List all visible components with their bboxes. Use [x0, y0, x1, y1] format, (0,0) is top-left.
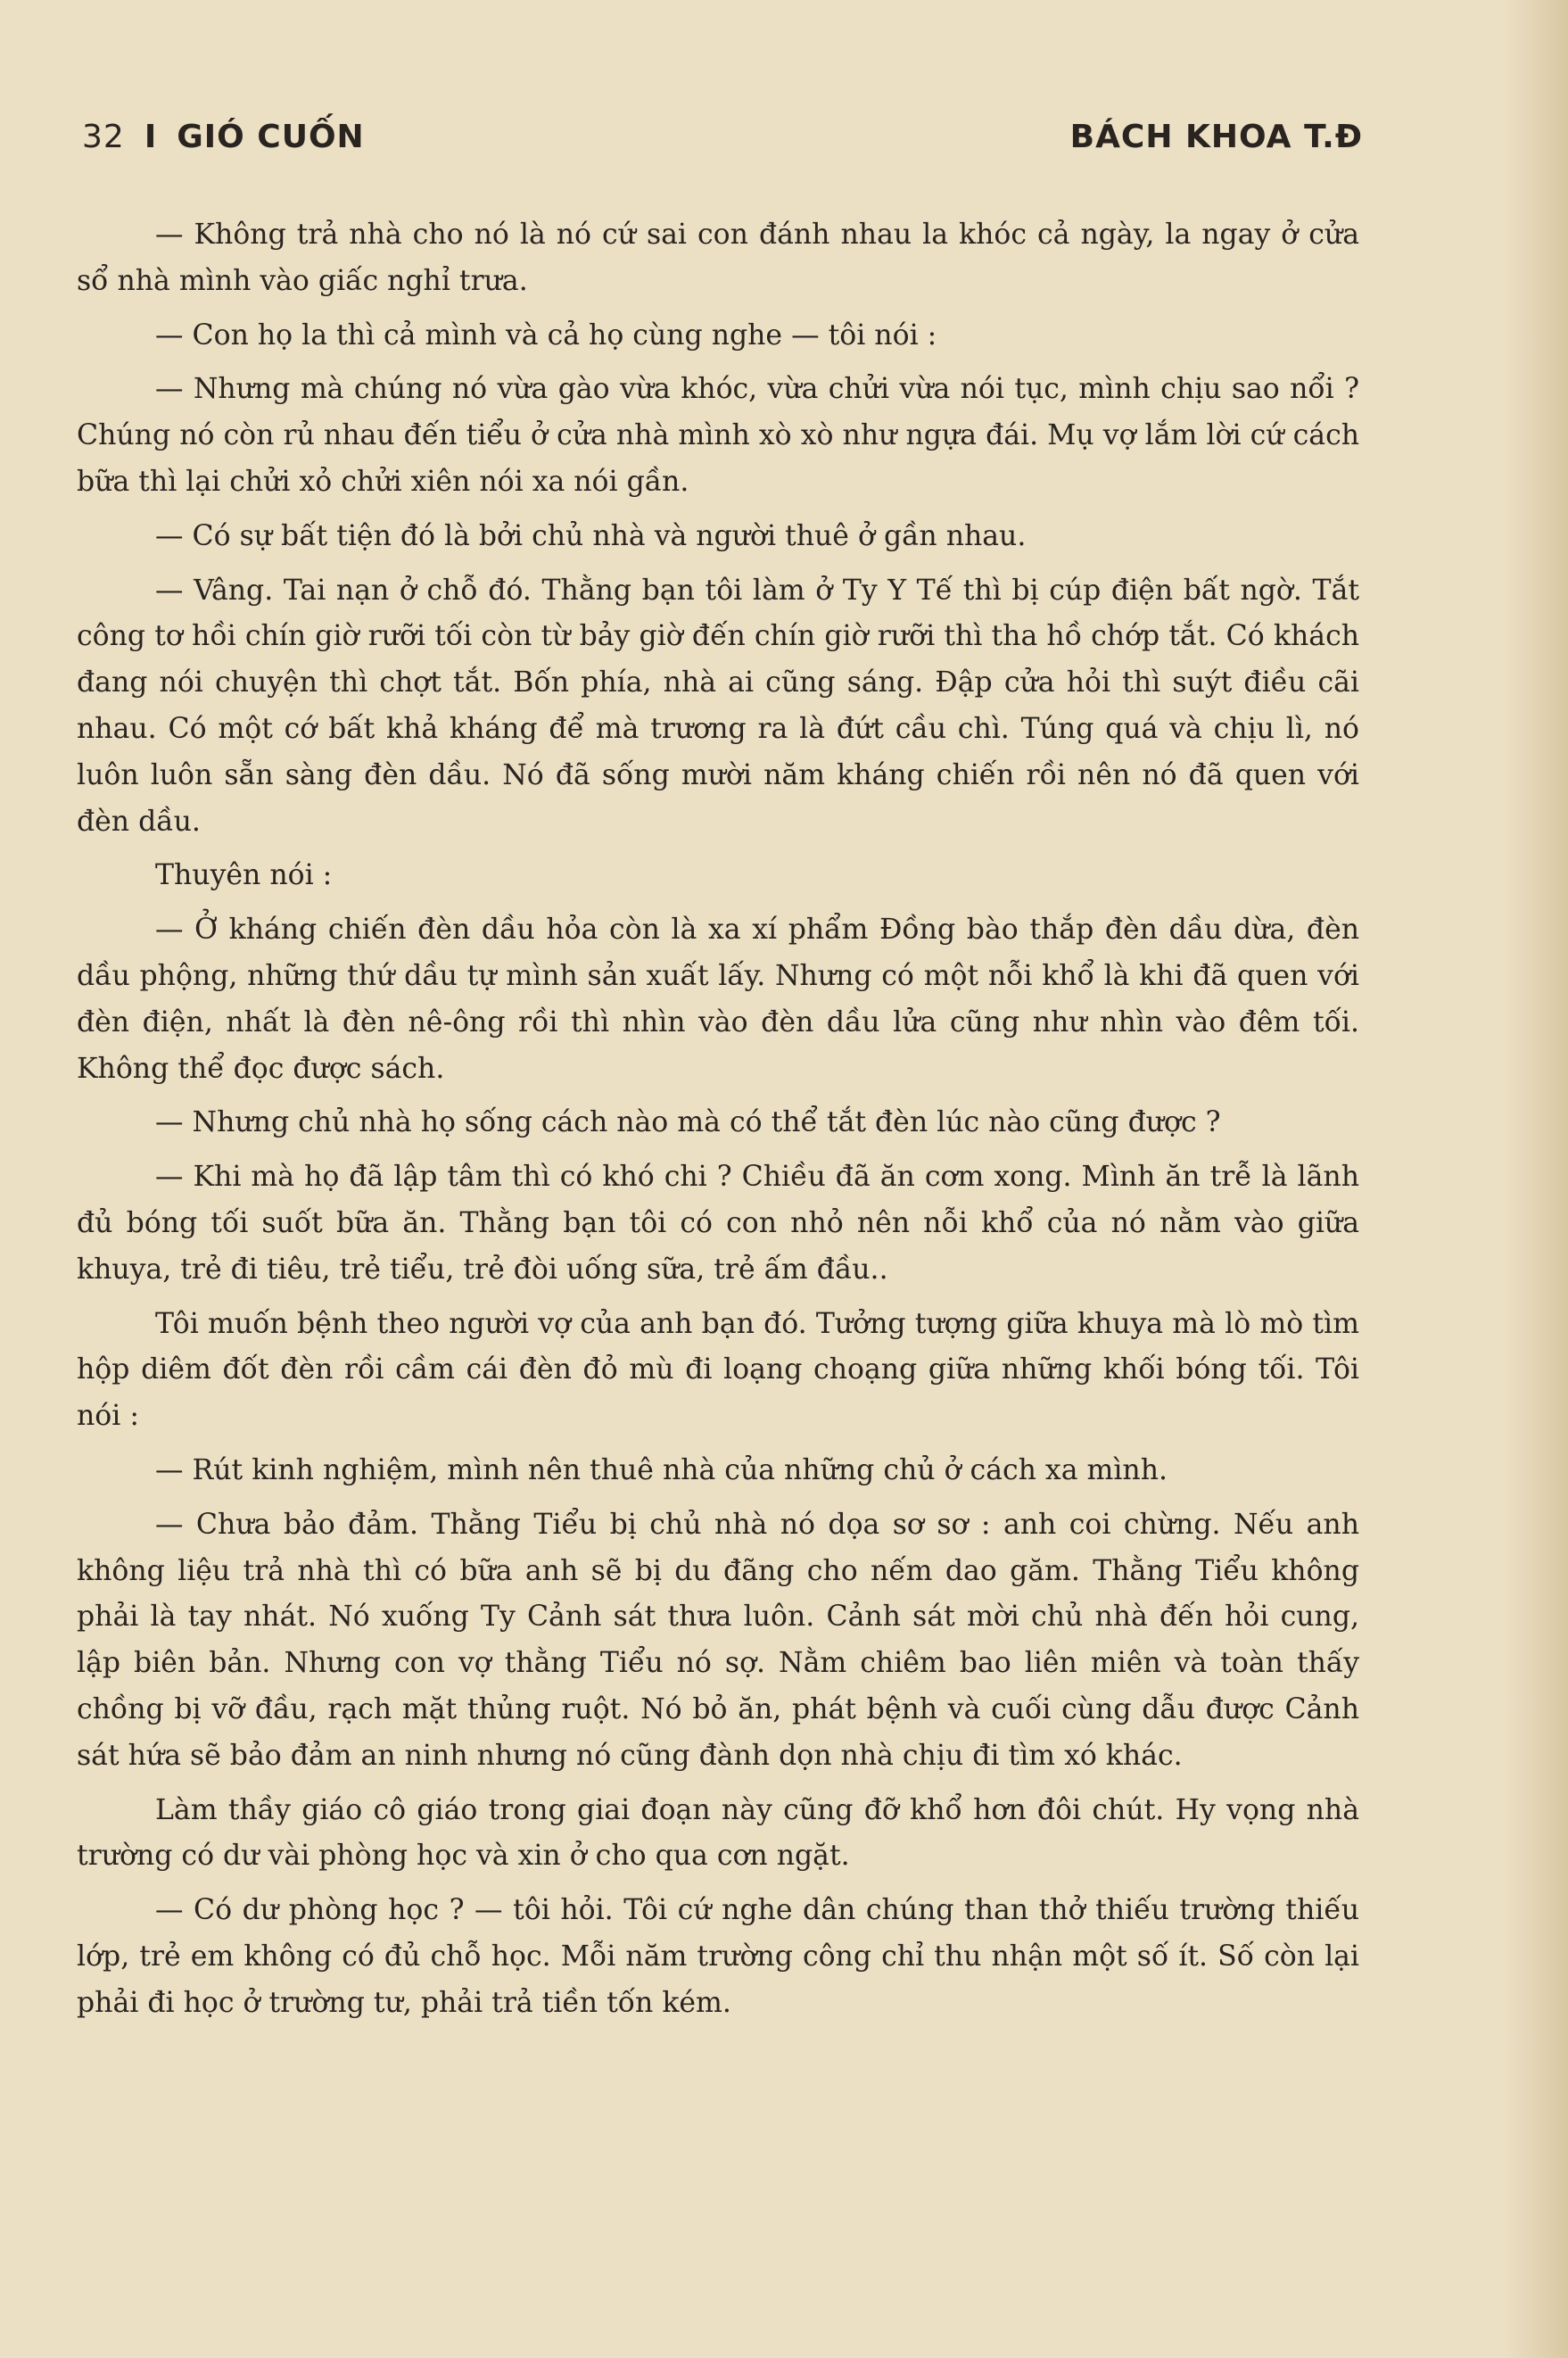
paragraph: — Chưa bảo đảm. Thằng Tiểu bị chủ nhà nó dọa sơ sơ : anh coi chừng. Nếu anh không liệu trả nhà thì có bữa anh sẽ bị du đãng cho nếm dao găm. Thằng Tiểu không phải là tay nhát. Nó xuống Ty Cảnh sát thưa luôn. Cảnh sát mời chủ nhà đến hỏi cung, lập biên bản. Nhưng con vợ thằng Tiểu nó sợ. Nằm chiêm bao liên miên và toàn thấy chồng bị vỡ đầu, rạch mặt thủng ruột. Nó bỏ ăn, phát bệnh và cuối cùng dẫu được Cảnh sát hứa sẽ bảo đảm an ninh nhưng nó cũng đành dọn nhà chịu đi tìm xó khác.: [77, 1508, 1359, 1772]
paragraph: — Có sự bất tiện đó là bởi chủ nhà và người thuê ở gần nhau.: [155, 519, 1027, 552]
paragraph: — Nhưng mà chúng nó vừa gào vừa khóc, vừa chửi vừa nói tục, mình chịu sao nổi ? Chúng nó còn rủ nhau đến tiểu ở cửa nhà mình xò xò như ngựa đái. Mụ vợ lắm lời cứ cách bữa thì lại chửi xỏ chửi xiên nói xa nói gần.: [77, 373, 1359, 498]
page-number: 32: [82, 118, 125, 155]
paragraph: Thuyên nói :: [155, 859, 333, 892]
article-body: [77, 212, 1359, 2034]
section-title: GIÓ CUỐN: [177, 118, 365, 155]
paragraph: — Rút kinh nghiệm, mình nên thuê nhà của những chủ ở cách xa mình.: [155, 1453, 1168, 1486]
header-left: [82, 119, 365, 155]
page-edge-shadow: [1506, 0, 1568, 2358]
paragraph: Làm thầy giáo cô giáo trong giai đoạn này cũng đỡ khổ hơn đôi chút. Hy vọng nhà trường có dư vài phòng học và xin ở cho qua cơn ngặt.: [77, 1793, 1359, 1873]
paragraph: — Khi mà họ đã lập tâm thì có khó chi ? Chiều đã ăn cơm xong. Mình ăn trễ là lãnh đủ bóng tối suốt bữa ăn. Thằng bạn tôi có con nhỏ nên nỗi khổ của nó nằm vào giữa khuya, trẻ đi tiêu, trẻ tiểu, trẻ đòi uống sữa, trẻ ấm đầu..: [77, 1161, 1359, 1286]
paragraph: — Có dư phòng học ? — tôi hỏi. Tôi cứ nghe dân chúng than thở thiếu trường thiếu lớp, trẻ em không có đủ chỗ học. Mỗi năm trường công chỉ thu nhận một số ít. Số còn lại phải đi học ở trường tư, phải trả tiền tốn kém.: [77, 1894, 1359, 2019]
paragraph: — Nhưng chủ nhà họ sống cách nào mà có thể tắt đèn lúc nào cũng được ?: [155, 1106, 1221, 1139]
paragraph: — Ở kháng chiến đèn dầu hỏa còn là xa xí phẩm Đồng bào thắp đèn dầu dừa, đèn dầu phộng, những thứ dầu tự mình sản xuất lấy. Nhưng có một nỗi khổ là khi đã quen với đèn điện, nhất là đèn nê-ông rồi thì nhìn vào đèn dầu lửa cũng như nhìn vào đêm tối. Không thể đọc được sách.: [77, 914, 1359, 1085]
publication-title: BÁCH KHOA T.Đ: [1069, 118, 1363, 155]
paragraph: — Không trả nhà cho nó là nó cứ sai con đánh nhau la khóc cả ngày, la ngay ở cửa sổ nhà mình vào giấc nghỉ trưa.: [77, 219, 1359, 297]
paragraph: — Vâng. Tai nạn ở chỗ đó. Thằng bạn tôi làm ở Ty Y Tế thì bị cúp điện bất ngờ. Tắt công tơ hồi chín giờ rưỡi tối còn từ bảy giờ đến chín giờ rưỡi thì tha hồ chớp tắt. Có khách đang nói chuyện thì chợt tắt. Bốn phía, nhà ai cũng sáng. Đập cửa hỏi thì suýt điều cãi nhau. Có một cớ bất khả kháng để mà trương ra là đứt cầu chì. Túng quá và chịu lì, nó luôn luôn sẵn sàng đèn dầu. Nó đã sống mười năm kháng chiến rồi nên nó đã quen với đèn dầu.: [77, 574, 1359, 838]
running-header: [82, 114, 1363, 159]
header-separator: I: [144, 118, 158, 155]
paragraph: Tôi muốn bệnh theo người vợ của anh bạn đó. Tưởng tượng giữa khuya mà lò mò tìm hộp diêm đốt đèn rồi cầm cái đèn đỏ mù đi loạng choạng giữa những khối bóng tối. Tôi nói :: [77, 1307, 1359, 1433]
paragraph: — Con họ la thì cả mình và cả họ cùng nghe — tôi nói :: [155, 319, 937, 352]
